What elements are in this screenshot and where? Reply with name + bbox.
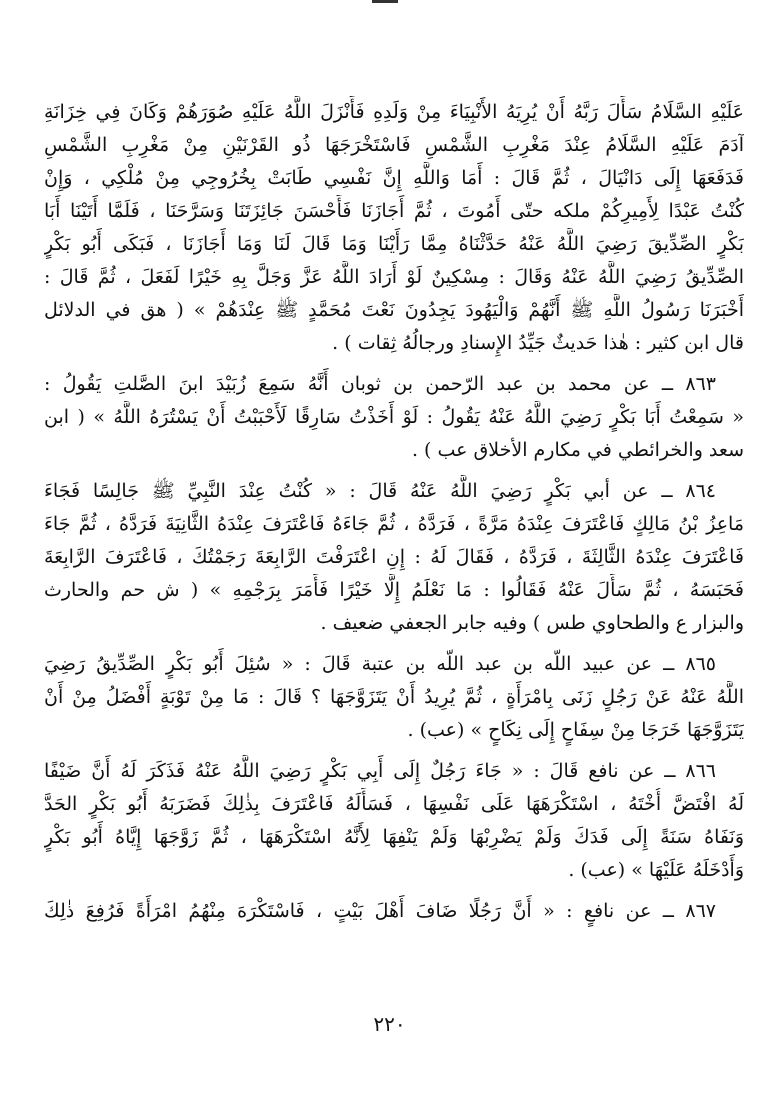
hadith-864 [44,475,744,640]
text-line: والبزار ع والطحاوي طس ) وفيه جابر الجعفي ضعيف . [320,612,744,634]
hadith-867 [44,895,744,928]
hadith-866 [44,755,744,887]
text-line: فَدَفَعَهَا إِلَى دَانْيَالَ ، ثُمَّ قَالَ : أَمَا وَاللَّهِ إِنَّ نَفْسِي طَابَتْ بِخُرُوجِي مِنْ مُلْكِي ، وَإِنْ [44,167,744,189]
text-line: يَتَزَوَّجَهَا خَرَجَا مِنْ سِفَاحٍ إِلَى نِكَاحٍ » (عب) . [407,719,744,741]
text-line: قال ابن كثير : هٰذا حَديثٌ جَيِّدُ الإِسنادِ ورجالُهُ ثِقات ) . [332,332,744,354]
text-line: أَخْبَرَنَا رَسُولُ اللَّهِ ﷺ أَنَّهُمْ وَالْيَهُودَ يَجِدُونَ نَعْتَ مُحَمَّدٍ ﷺ عِنْدَهُمْ » ( هق في الدلائل [44,299,744,321]
page-number: ٢٢٠ [373,1012,406,1036]
page-body [44,96,744,936]
text-line: وَأَدْخَلَهُ عَلَيْهَا » (عب) . [568,859,744,881]
text-line: كُنْتُ عَبْدًا لِأَمِيرِكُمْ ملكه حتّى أَمُوتَ ، ثُمَّ أَجَازَنَا فَأَحْسَنَ جَائِزَتَنَا وَسَرَّحَنَا ، فَلَمَّا أَتَيْنَا أَبَا [44,200,744,222]
text-line: بَكْرٍ الصِّدِّيقَ رَضِيَ اللَّهُ عَنْهُ حَدَّثْنَاهُ مِمَّا رَأَيْنَا وَمَا قَالَ لَنَا وَمَا أَجَازَنَا ، فَبَكَى أَبُو بَكْرٍ [44,233,744,255]
text-line: لَهُ افْتَضَّ أُخْتَهُ ، اسْتَكْرَهَهَا عَلَى نَفْسِهَا ، فَسَأَلَهُ فَاعْتَرَفَ بِذٰلِكَ فَضَرَبَهُ أَبُو بَكْرٍ الحَدَّ [44,793,744,815]
text-line: مَاعِزُ بْنُ مَالِكٍ فَاعْتَرَفَ عِنْدَهُ مَرَّةً ، فَرَدَّهُ ، ثُمَّ جَاءَهُ فَاعْتَرَفَ عِنْدَهُ الثَّانِيَةَ فَرَدَّهُ ، ثُمَّ جَاءَ [44,513,744,535]
text-line: ٨٦٦ ــ عن نافع قَالَ : « جَاءَ رَجُلٌ إِلَى أَبِي بَكْرٍ رَضِيَ اللَّهُ عَنْهُ فَذَكَرَ لَهُ أَنَّ ضَيْفًا [44,760,716,782]
text-line: فَاعْتَرَفَ عِنْدَهُ الثَّالِثَةَ ، فَرَدَّهُ ، فَقَالَ لَهُ : إِنِ اعْتَرَفْتَ الرَّابِعَةَ رَجَمْتُكَ ، فَاعْتَرَفَ الرَّابِعَةَ [44,546,744,568]
text-line: الصِّدِّيقُ رَضِيَ اللَّهُ عَنْهُ وَقَالَ : مِسْكِينٌ لَوْ أَرَادَ اللَّهُ عَزَّ وَجَلَّ بِهِ خَيْرًا لَفَعَلَ ، ثُمَّ قَالَ : [44,266,744,288]
text-line: آدَمَ عَلَيْهِ السَّلَامُ عِنْدَ مَغْرِبِ الشَّمْسِ فَاسْتَخْرَجَهَا ذُو القَرْنَيْنِ مِنْ مَغْرِبِ الشَّمْسِ [44,134,744,156]
text-line: « سَمِعْتُ أَبَا بَكْرٍ رَضِيَ اللَّهُ عَنْهُ يَقُولُ : لَوْ أَخَذْتُ سَارِقًا لَأَحْبَبْتُ أَنْ يَسْتُرَهُ اللَّهُ » ( ابن [44,406,744,428]
paragraph-continuation [44,96,744,360]
text-line: عَلَيْهِ السَّلَامُ سَأَلَ رَبَّهُ أَنْ يُرِيَهُ الأَنْبِيَاءَ مِنْ وَلَدِهِ فَأَنْزَلَ اللَّهُ عَلَيْهِ صُوَرَهُمْ وَكَانَ فِي خِزَانَةِ [44,101,744,123]
hadith-863 [44,368,744,467]
text-line: فَحَبَسَهُ ، ثُمَّ سَأَلَ عَنْهُ فَقَالُوا : مَا نَعْلَمُ إِلَّا خَيْرًا فَأَمَرَ بِرَجْمِهِ » ( ش حم والحارث [44,579,744,601]
text-line: ٨٦٥ ــ عن عبيد اللّه بن عبد اللّه بن عتبة قَالَ : « سُئِلَ أَبُو بَكْرٍ الصِّدِّيقُ رَضِيَ [44,653,716,675]
text-line: ٨٦٧ ــ عن نافعٍ : « أَنَّ رَجُلًا ضَافَ أَهْلَ بَيْتٍ ، فَاسْتَكْرَهَ مِنْهُمُ امْرَأَةً فَرُفِعَ ذٰلِكَ [44,900,716,922]
text-line: وَنَفَاهُ سَنَةً إِلَى فَدَكَ وَلَمْ يَضْرِبْهَا وَلَمْ يَنْفِهَا لِأَنَّهُ اسْتَكْرَهَهَا ، ثُمَّ زَوَّجَهَا إِيَّاهُ أَبُو بَكْرٍ [44,826,744,848]
text-line: ٨٦٤ ــ عن أبي بَكْرٍ رَضِيَ اللَّهُ عَنْهُ قَالَ : « كُنْتُ عِنْدَ النَّبِيِّ ﷺ جَالِسًا فَجَاءَ [44,480,716,502]
top-rule-mark [372,0,398,3]
text-line: اللَّهُ عَنْهُ عَنْ رَجُلٍ زَنَى بِامْرَأَةٍ ، ثُمَّ يُرِيدُ أَنْ يَتَزَوَّجَهَا ؟ قَالَ : مَا مِنْ تَوْبَةٍ أَفْضَلُ مِنْ أَنْ [44,686,744,708]
text-line: سعد والخرائطي في مكارم الأخلاق عب ) . [411,439,744,461]
hadith-865 [44,648,744,747]
text-line: ٨٦٣ ــ عن محمد بن عبد الرّحمن بن ثوبان أَنَّهُ سَمِعَ زُبَيْدَ ابنَ الصَّلتِ يَقُولُ : [44,373,716,395]
